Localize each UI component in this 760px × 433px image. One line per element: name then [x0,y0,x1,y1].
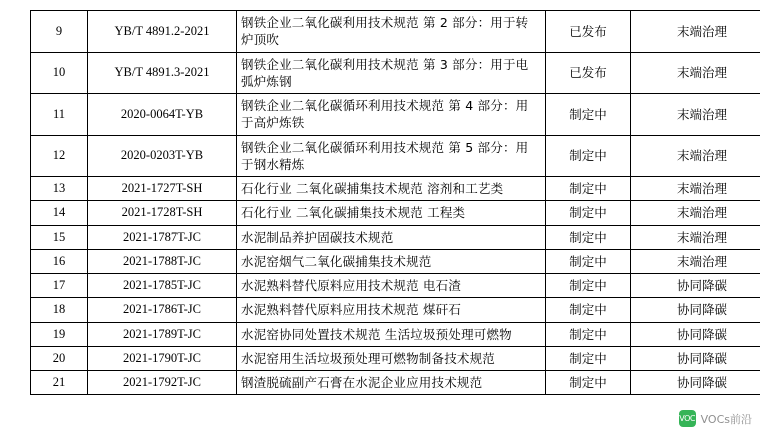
cell-name: 钢渣脱硫副产石膏在水泥企业应用技术规范 [237,371,546,395]
cell-type: 协同降碳 [631,346,760,370]
cell-type: 协同降碳 [631,298,760,322]
cell-status: 制定中 [546,177,631,201]
cell-type: 协同降碳 [631,322,760,346]
cell-name: 水泥制品养护固碳技术规范 [237,225,546,249]
cell-no: 9 [31,11,88,53]
cell-code: 2021-1785T-JC [88,274,237,298]
cell-code: 2021-1789T-JC [88,322,237,346]
cell-code: 2020-0064T-YB [88,94,237,136]
cell-status: 制定中 [546,225,631,249]
cell-status: 制定中 [546,298,631,322]
cell-type: 末端治理 [631,135,760,177]
cell-no: 18 [31,298,88,322]
cell-status: 制定中 [546,135,631,177]
cell-name: 水泥熟料替代原料应用技术规范 电石渣 [237,274,546,298]
cell-status: 制定中 [546,346,631,370]
cell-type: 协同降碳 [631,274,760,298]
table-row [31,274,760,298]
cell-status: 已发布 [546,11,631,53]
watermark [679,410,752,427]
cell-no: 10 [31,52,88,94]
table-row [31,11,760,53]
table-row [31,201,760,225]
cell-no: 17 [31,274,88,298]
table-row [31,371,760,395]
cell-type: 末端治理 [631,94,760,136]
table-body [31,11,760,395]
cell-status: 制定中 [546,322,631,346]
watermark-label: VOCs前沿 [700,412,752,426]
cell-name: 水泥窑协同处置技术规范 生活垃圾预处理可燃物 [237,322,546,346]
cell-no: 21 [31,371,88,395]
table-row [31,177,760,201]
table-row [31,249,760,273]
cell-code: 2021-1727T-SH [88,177,237,201]
cell-no: 15 [31,225,88,249]
cell-name: 水泥窑用生活垃圾预处理可燃物制备技术规范 [237,346,546,370]
cell-type: 协同降碳 [631,371,760,395]
cell-name: 石化行业 二氧化碳捕集技术规范 工程类 [237,201,546,225]
cell-type: 末端治理 [631,52,760,94]
cell-status: 制定中 [546,94,631,136]
cell-code: 2021-1786T-JC [88,298,237,322]
cell-code: 2021-1790T-JC [88,346,237,370]
cell-no: 19 [31,322,88,346]
table-row [31,346,760,370]
cell-name: 水泥熟料替代原料应用技术规范 煤矸石 [237,298,546,322]
cell-no: 16 [31,249,88,273]
cell-type: 末端治理 [631,11,760,53]
cell-status: 制定中 [546,274,631,298]
cell-name: 钢铁企业二氧化碳循环利用技术规范 第 5 部分：用于钢水精炼 [237,135,546,177]
cell-code: 2021-1728T-SH [88,201,237,225]
cell-name: 钢铁企业二氧化碳循环利用技术规范 第 4 部分：用于高炉炼铁 [237,94,546,136]
standards-table [30,10,760,395]
cell-status: 制定中 [546,201,631,225]
cell-no: 20 [31,346,88,370]
cell-code: 2021-1787T-JC [88,225,237,249]
cell-code: YB/T 4891.2-2021 [88,11,237,53]
table-row [31,298,760,322]
table-row [31,135,760,177]
cell-name: 水泥窑烟气二氧化碳捕集技术规范 [237,249,546,273]
cell-status: 已发布 [546,52,631,94]
cell-name: 钢铁企业二氧化碳利用技术规范 第 3 部分：用于电弧炉炼钢 [237,52,546,94]
standards-table-container [30,10,730,395]
cell-type: 末端治理 [631,225,760,249]
cell-no: 12 [31,135,88,177]
cell-code: 2021-1792T-JC [88,371,237,395]
watermark-logo-icon: VOC [679,410,696,427]
cell-no: 13 [31,177,88,201]
cell-code: 2021-1788T-JC [88,249,237,273]
cell-no: 14 [31,201,88,225]
cell-name: 钢铁企业二氧化碳利用技术规范 第 2 部分：用于转炉顶吹 [237,11,546,53]
cell-no: 11 [31,94,88,136]
cell-type: 末端治理 [631,249,760,273]
cell-code: 2020-0203T-YB [88,135,237,177]
table-row [31,322,760,346]
cell-type: 末端治理 [631,177,760,201]
cell-status: 制定中 [546,249,631,273]
cell-type: 末端治理 [631,201,760,225]
table-row [31,52,760,94]
cell-name: 石化行业 二氧化碳捕集技术规范 溶剂和工艺类 [237,177,546,201]
cell-code: YB/T 4891.3-2021 [88,52,237,94]
cell-status: 制定中 [546,371,631,395]
table-row [31,94,760,136]
table-row [31,225,760,249]
